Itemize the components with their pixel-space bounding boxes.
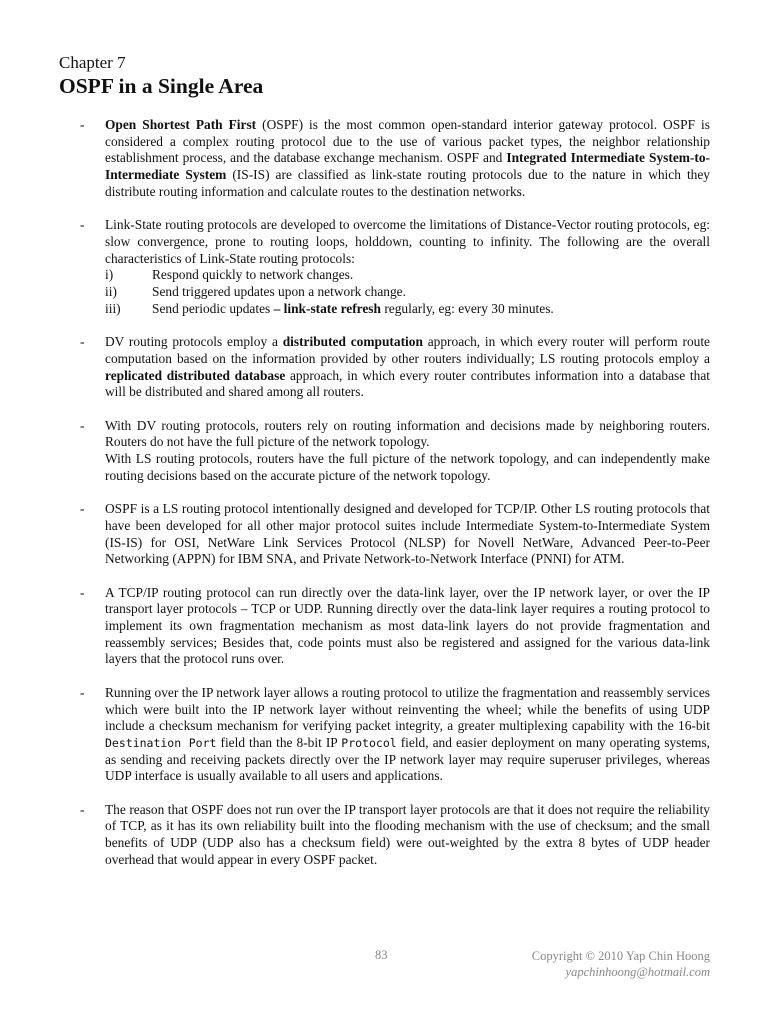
- bullet-ip-network-layer: [80, 685, 710, 785]
- bullet-dv-vs-ls-computation: [80, 334, 710, 401]
- bullet-ospf-tcpip: [80, 501, 710, 568]
- paragraph: [105, 117, 710, 201]
- list-item: [105, 284, 710, 301]
- bullet-dash: -: [80, 117, 85, 132]
- paragraph: [105, 334, 710, 401]
- list-item: [105, 267, 710, 284]
- text: approach, in which every router will perform route computation based on the information provided by other routers individually; LS routing protocols employ a: [105, 334, 711, 366]
- bullet-dash: -: [80, 584, 85, 600]
- text: Send periodic updates: [152, 300, 274, 316]
- text: field, and easier deployment on many operating systems, as sending and receiving packets directly over the IP network layer may require superuser privileges, whereas UDP interface is usually available to all users and applications.: [105, 734, 711, 784]
- list-number: iii): [105, 300, 121, 316]
- list-number: i): [105, 267, 114, 283]
- paragraph: With LS routing protocols, routers have the full picture of the network topology, and can independently make routing decisions based on the accurate picture of the network topology.: [105, 451, 710, 483]
- paragraph: A TCP/IP routing protocol can run directly over the data-link layer, over the IP network layer, or over the IP transport layer protocols – TCP or UDP. Running directly over the data-link layer requires a routing protocol to implement its own fragmentation mechanism as most data-link layers do not provide fragmentation and reassembly services; Besides that, code points must also be registered and assigned for the various data-link layers that the protocol runs over.: [105, 584, 710, 667]
- bullet-dash: -: [80, 684, 85, 700]
- list-item: [105, 301, 710, 318]
- content-body: [80, 117, 710, 885]
- bold-term: Integrated Intermediate System-to-Intermediate System: [105, 150, 710, 183]
- list-text: Respond quickly to network changes.: [152, 267, 354, 283]
- bullet-dash: -: [80, 501, 85, 517]
- bullet-ospf-intro: [80, 117, 710, 201]
- text: approach, in which every router contributes information into a database that will be distributed and shared among all routers.: [105, 367, 710, 400]
- bullet-dash: -: [80, 417, 85, 433]
- bold-term: distributed computation: [282, 334, 423, 350]
- paragraph: The reason that OSPF does not run over the IP transport layer protocols are that it does not require the reliability of TCP, as it has its own reliability built into the flooding mechanism with the use of checksum; and the small benefits of UDP (UDP also has a checksum field) were out-weighted by the extra 8 bytes of UDP header overhead that would appear in every OSPF packet.: [105, 801, 710, 867]
- paragraph: With DV routing protocols, routers rely on routing information and decisions made by neighboring routers. Routers do not have the full picture of the network topology.: [105, 417, 710, 450]
- text: field than the 8-bit IP: [216, 734, 342, 750]
- bullet-dv-vs-ls-topology: [80, 418, 710, 485]
- text: (OSPF) is the most common open-standard interior gateway protocol. OSPF is considered a complex routing protocol due to the use of various packet types, the neighbor relationship establishment process, and the database exchange mechanism. OSPF and: [105, 117, 710, 166]
- bullet-dash: -: [80, 334, 85, 350]
- author-email: yapchinhoong@hotmail.com: [565, 965, 710, 979]
- bold-term: replicated distributed database: [105, 367, 286, 383]
- bullet-ospf-not-over-transport: [80, 802, 710, 869]
- bold-term: Open Shortest Path First: [105, 117, 257, 132]
- text: (IS-IS) are classified as link-state routing protocols due to the nature in which they distribute routing information and calculate routes to the destination networks.: [105, 167, 710, 199]
- code-term: Protocol: [341, 735, 397, 750]
- text: Running over the IP network layer allows a routing protocol to utilize the fragmentation and reassembly services which were built into the IP network layer without reinventing the wheel; while the benefits of using UDP include a checksum mechanism for verifying packet integrity, a greater multiplexing capability with the 16-bit: [105, 684, 710, 734]
- page-number: 83: [375, 948, 388, 962]
- copyright-text: Copyright © 2010 Yap Chin Hoong: [531, 949, 710, 963]
- chapter-label: Chapter 7: [59, 53, 126, 72]
- list-text: [152, 301, 554, 318]
- code-term: Destination Port: [105, 735, 217, 750]
- bold-term: – link-state refresh: [273, 300, 381, 316]
- bullet-routing-protocol-layers: [80, 585, 710, 669]
- paragraph: OSPF is a LS routing protocol intentionally designed and developed for TCP/IP. Other LS routing protocols that have been developed for all other major protocol suites include Intermediate System-to-Intermediate System (IS-IS) for OSI, NetWare Link Services Protocol (NLSP) for Novell NetWare, Advanced Peer-to-Peer Networking (APPN) for IBM SNA, and Private Network-to-Network Interface (PNNI) for ATM.: [105, 501, 710, 567]
- list-text: Send triggered updates upon a network change.: [152, 284, 406, 300]
- bullet-link-state-characteristics: [80, 217, 710, 317]
- bullet-dash: -: [80, 801, 85, 817]
- list-number: ii): [105, 284, 117, 300]
- bullet-dash: -: [80, 217, 85, 233]
- footer-copyright: [532, 948, 710, 980]
- paragraph: [105, 685, 710, 785]
- paragraph: Link-State routing protocols are developed to overcome the limitations of Distance-Vector routing protocols, eg: slow convergence, prone to routing loops, holddown, counting to infinity. The following are the overall characteristics of Link-State routing protocols:: [105, 217, 710, 266]
- text: regularly, eg: every 30 minutes.: [380, 300, 554, 316]
- chapter-title: OSPF in a Single Area: [59, 74, 264, 98]
- text: DV routing protocols employ a: [105, 334, 283, 350]
